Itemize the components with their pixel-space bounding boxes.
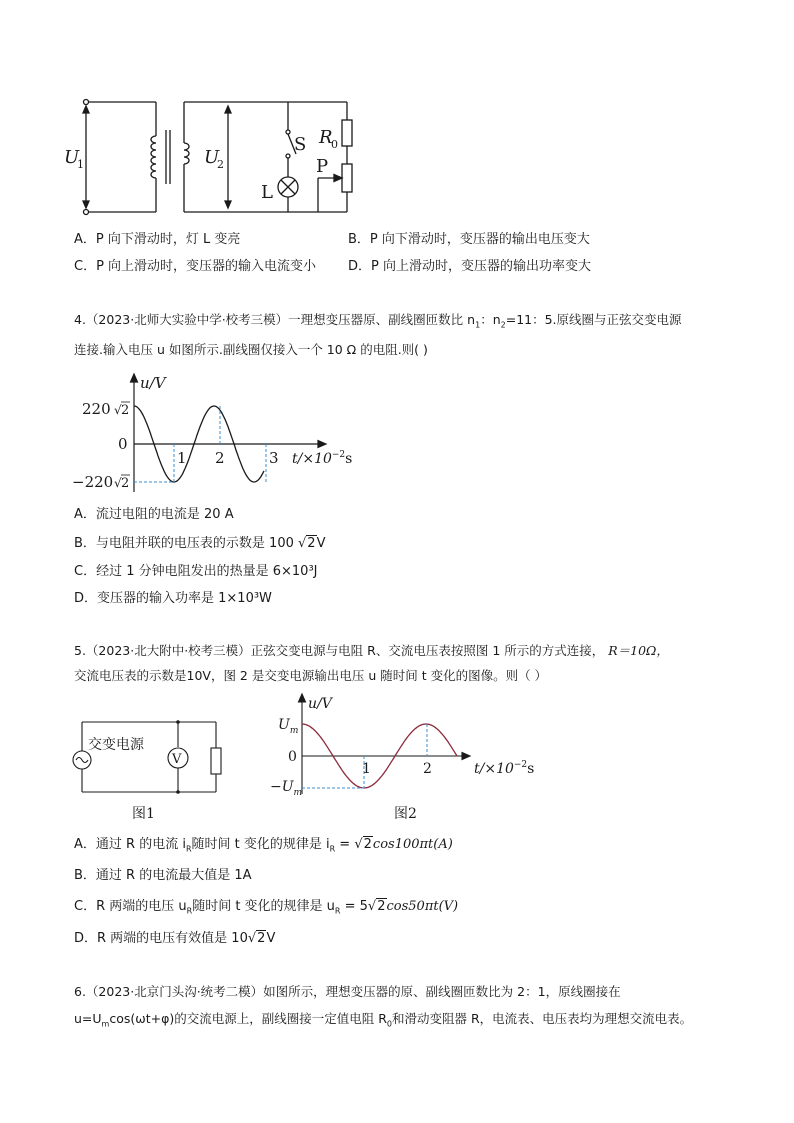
q5-option-a: A．通过 R 的电流 $i_R$随时间 t 变化的规律是 $i_R = √2\cos 100\pi t(A)$ [74,837,453,854]
q4-ylabel: u/V [140,374,166,392]
u2-subscript: 2 [217,158,224,171]
q5-stem-line1: 5.（2023·北大附中·校考三模）正弦交变电源与电阻 R、交流电压表按照图 1 所示的方式连接， R＝10Ω， [74,643,669,658]
q4-y-top-sqrt: 2 [121,403,130,418]
q4-option-a: A．流过电阻的电流是 20 A [74,507,234,522]
lamp-label: L [261,182,273,203]
q4-voltage-graph [70,372,370,497]
q5-xlabel: $t/\times 10^{-2}s$ [474,760,535,777]
q5-fig1-caption: 图1 [132,806,155,822]
q4-option-d: D．变压器的输入功率是 1×10³W [74,591,272,606]
q4-option-c: C．经过 1 分钟电阻发出的热量是 6×10³J [74,564,318,579]
q5-tick-2: 2 [423,761,432,777]
r0-subscript: 0 [331,138,338,151]
q5-stem-line2: 交流电压表的示数是10V，图 2 是交变电源输出电压 u 随时间 t 变化的图像。则（ ） [74,668,548,683]
q4-tick-2: 2 [215,449,225,467]
q4-y-top: 220 [82,400,111,418]
q4-y-top-sqrt-sign: √ [114,403,122,417]
q5-option-c: C．R 两端的电压 $u_R$随时间 t 变化的规律是 $u_R = 5√2\cos 50\pi t(V)$ [74,899,459,916]
q3-option-b: B．P 向下滑动时，变压器的输出电压变大 [348,232,590,247]
q5-option-d: D．R 两端的电压有效值是 10√2V [74,931,276,946]
q3-option-a: A．P 向下滑动时，灯 L 变亮 [74,232,241,247]
q4-stem-line1: 4.（2023·北师大实验中学·校考三模）一理想变压器原、副线圈匝数比 $n_1$：$n_2=11$：5.原线圈与正弦交变电源 [74,312,682,330]
q3-option-c: C．P 向上滑动时，变压器的输入电流变小 [74,259,317,274]
q5-voltmeter-label: V [172,752,182,767]
q4-y-bottom: −220 [72,473,114,491]
q5-zero: 0 [288,749,297,765]
slider-label: P [316,156,329,177]
q4-option-b: B．与电阻并联的电压表的示数是 100 √2V [74,536,326,551]
q4-stem-line2: 连接.输入电压 u 如图所示.副线圈仅接入一个 10 Ω 的电阻.则( ) [74,342,428,357]
q5-fig2-caption: 图2 [394,806,417,822]
q5-voltage-graph [266,692,546,827]
q4-tick-1: 1 [177,449,187,467]
q5-option-b: B．通过 R 的电流最大值是 1A [74,868,252,883]
q3-option-d: D．P 向上滑动时，变压器的输出功率变大 [348,259,591,274]
u1-subscript: 1 [77,158,84,171]
q3-transformer-circuit [60,88,360,223]
q4-y-bottom-sqrt-sign: √ [114,476,122,490]
q6-stem-line2: $u=U_m\cos(\omega t+\varphi)$的交流电源上，副线圈接一定值电阻 $R_0$和滑动变阻器 R，电流表、电压表均为理想交流电表。 [74,1011,693,1029]
q4-tick-3: 3 [269,449,279,467]
switch-label: S [294,134,307,155]
u2-label: U [204,147,220,168]
u1-label: U [64,147,80,168]
q4-xlabel: $t/\times 10^{-2}s$ [292,450,353,467]
q5-source-label: 交变电源 [88,737,144,753]
q5-neg-um: $-U_m$ [270,779,303,798]
q5-tick-1: 1 [362,761,371,777]
q5-um: $U_m$ [278,717,299,736]
q6-stem-line1: 6.（2023·北京门头沟·统考二模）如图所示，理想变压器的原、副线圈匝数比为 2：1，原线圈接在 [74,984,621,999]
r0-label: R [319,127,333,148]
q4-y-bottom-sqrt: 2 [121,476,130,491]
q5-circuit-fig1 [70,714,230,824]
q4-zero: 0 [118,435,128,453]
q5-ylabel: u/V [308,696,332,712]
